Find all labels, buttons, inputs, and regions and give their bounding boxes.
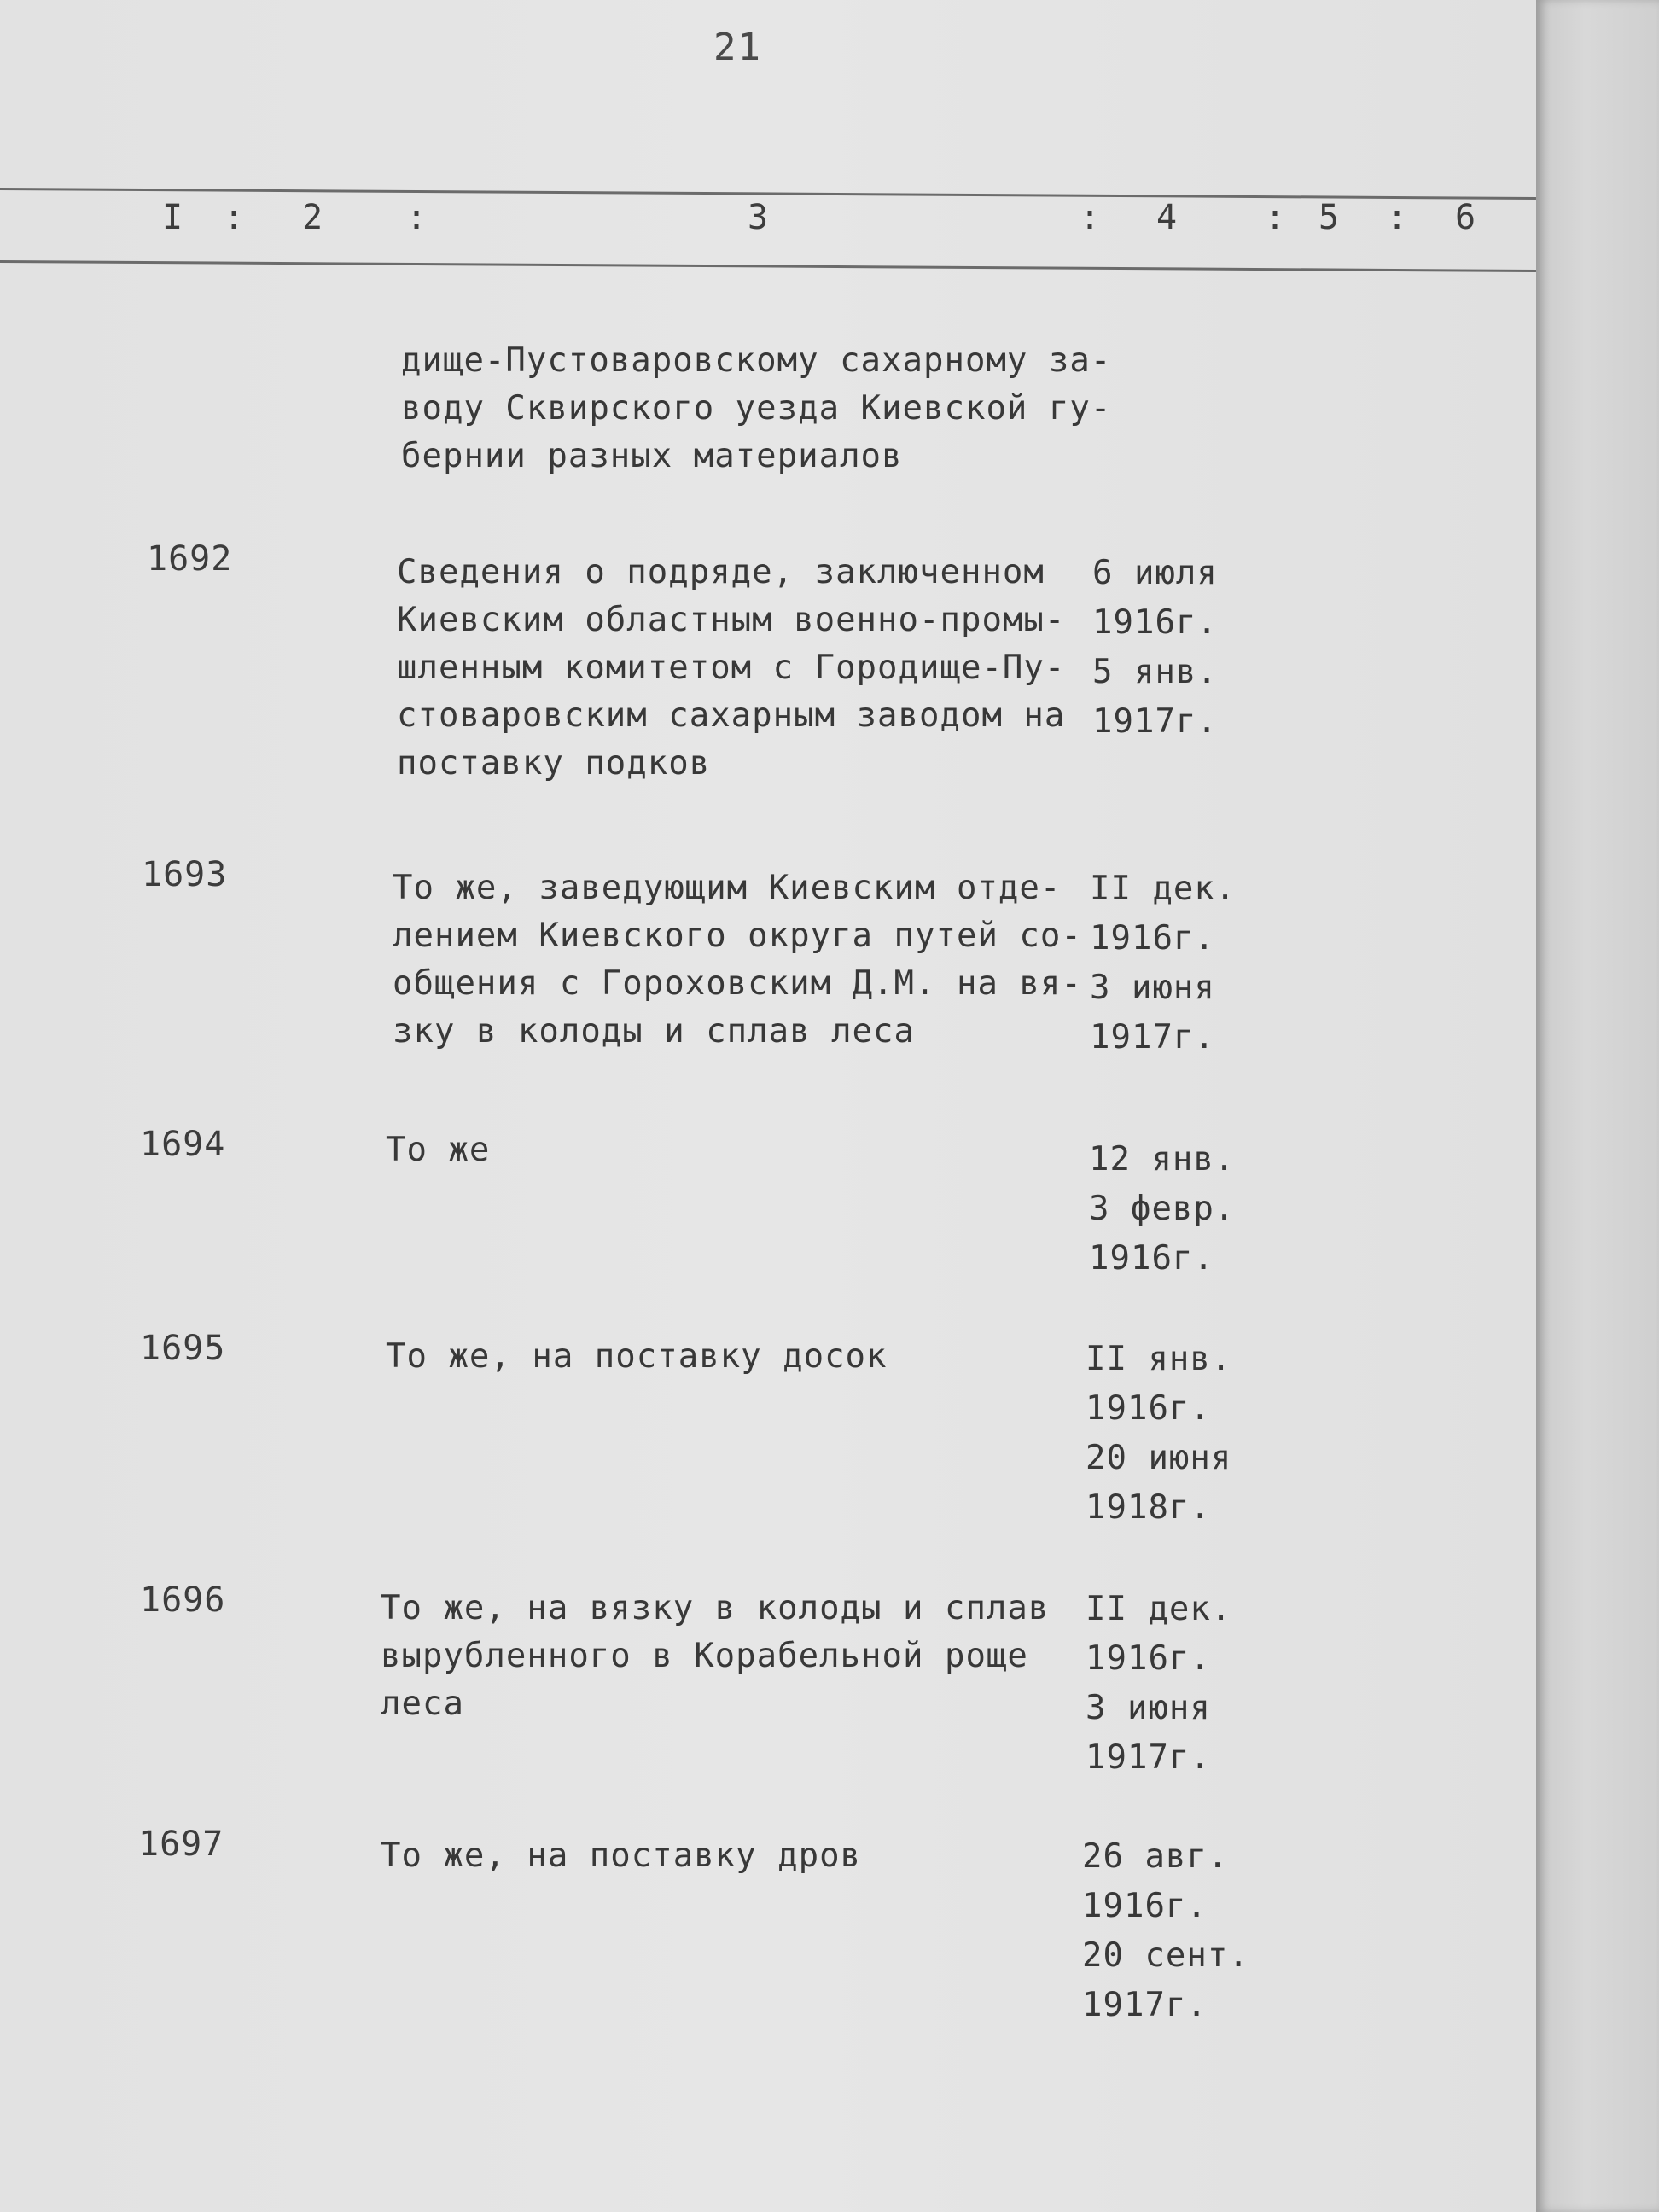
title-line: То же, заведующим Киевским отде- bbox=[393, 869, 1062, 907]
date-line: II янв. bbox=[1086, 1340, 1232, 1378]
title-line: То же, на вязку в колоды и сплав bbox=[381, 1589, 1050, 1627]
column-separator: : bbox=[1387, 198, 1408, 237]
entry-title bbox=[381, 1585, 1049, 1728]
column-header-5: 5 bbox=[1318, 198, 1340, 237]
entry-number: 1696 bbox=[140, 1580, 226, 1620]
entry-dates bbox=[1092, 549, 1218, 747]
date-line: 3 июня bbox=[1090, 969, 1215, 1007]
date-line: 1916г. bbox=[1089, 1239, 1214, 1278]
date-line: 3 февр. bbox=[1089, 1190, 1236, 1228]
entry-title bbox=[386, 1333, 888, 1381]
entry-number: 1692 bbox=[147, 539, 233, 579]
date-line: 1916г. bbox=[1086, 1639, 1211, 1678]
entry-dates bbox=[1086, 1335, 1231, 1533]
date-line: 20 сент. bbox=[1082, 1936, 1249, 1975]
column-header-2: 2 bbox=[302, 198, 323, 237]
entry-dates bbox=[1082, 1832, 1249, 2030]
column-header-6: 6 bbox=[1455, 198, 1476, 237]
date-line: 1917г. bbox=[1082, 1986, 1208, 2024]
date-line: 1918г. bbox=[1086, 1488, 1211, 1527]
column-separator: : bbox=[1265, 198, 1286, 237]
title-line: дище-Пустоваровскому сахарному за- bbox=[401, 341, 1112, 380]
entry-dates bbox=[1089, 1135, 1235, 1284]
column-separator: : bbox=[406, 198, 428, 237]
date-line: 12 янв. bbox=[1089, 1140, 1236, 1179]
column-header-4: 4 bbox=[1156, 198, 1178, 237]
continuation-title bbox=[401, 337, 1111, 480]
date-line: 1917г. bbox=[1092, 702, 1218, 741]
title-line: вырубленного в Корабельной роще bbox=[381, 1637, 1028, 1675]
column-header-1: I bbox=[162, 198, 183, 237]
entry-number: 1694 bbox=[140, 1125, 226, 1164]
title-line: воду Сквирского уезда Киевской гу- bbox=[401, 389, 1112, 428]
date-line: 6 июля bbox=[1092, 554, 1218, 592]
page-number: 21 bbox=[713, 26, 762, 69]
date-line: 1916г. bbox=[1082, 1887, 1208, 1925]
entry-number: 1697 bbox=[138, 1825, 224, 1864]
title-line: Киевским областным военно-промы- bbox=[397, 601, 1066, 639]
date-line: 1916г. bbox=[1092, 603, 1218, 642]
entry-dates bbox=[1086, 1585, 1231, 1783]
title-line: лением Киевского округа путей со- bbox=[393, 917, 1082, 955]
title-line: То же, на поставку дров bbox=[381, 1837, 862, 1875]
entry-dates bbox=[1090, 864, 1236, 1062]
entry-title bbox=[397, 549, 1065, 788]
title-line: стоваровским сахарным заводом на bbox=[397, 696, 1066, 735]
title-line: То же, на поставку досок bbox=[386, 1337, 888, 1376]
title-line: общения с Гороховским Д.М. на вя- bbox=[393, 964, 1082, 1003]
date-line: 26 авг. bbox=[1082, 1837, 1229, 1876]
entry-number: 1693 bbox=[142, 855, 228, 894]
title-line: То же bbox=[386, 1131, 491, 1169]
date-line: 5 янв. bbox=[1092, 653, 1218, 691]
date-line: 1917г. bbox=[1090, 1018, 1215, 1057]
title-line: шленным комитетом с Городище-Пу- bbox=[397, 649, 1066, 687]
entry-title bbox=[393, 864, 1082, 1056]
title-line: леса bbox=[381, 1685, 464, 1723]
title-line: бернии разных материалов bbox=[401, 437, 903, 475]
title-line: поставку подков bbox=[397, 744, 711, 783]
date-line: 3 июня bbox=[1086, 1689, 1211, 1727]
date-line: 20 июня bbox=[1086, 1439, 1232, 1477]
entry-title bbox=[386, 1126, 490, 1174]
date-line: II дек. bbox=[1086, 1590, 1232, 1628]
column-separator: : bbox=[1080, 198, 1101, 237]
column-separator: : bbox=[224, 198, 245, 237]
date-line: 1916г. bbox=[1090, 919, 1215, 958]
date-line: 1917г. bbox=[1086, 1738, 1211, 1777]
date-line: II дек. bbox=[1090, 870, 1237, 908]
column-header-3: 3 bbox=[748, 198, 769, 237]
entry-number: 1695 bbox=[140, 1329, 226, 1368]
title-line: зку в колоды и сплав леса bbox=[393, 1012, 915, 1051]
page-edge-shadow bbox=[1536, 0, 1659, 2212]
title-line: Сведения о подряде, заключенном bbox=[397, 553, 1045, 591]
entry-title bbox=[381, 1832, 861, 1880]
date-line: 1916г. bbox=[1086, 1389, 1211, 1428]
